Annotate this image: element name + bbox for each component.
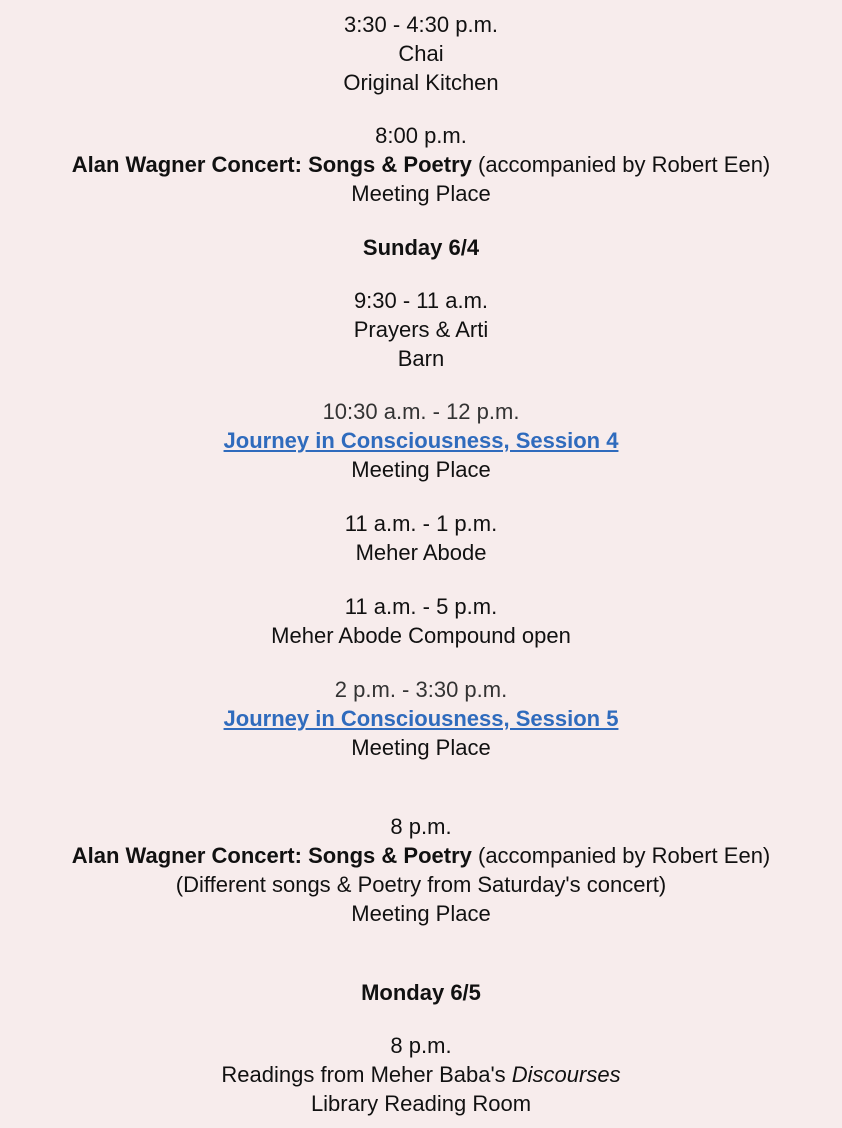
event-location: Barn: [397, 346, 445, 371]
event-session-4: [0, 397, 842, 484]
event-location: Meeting Place: [351, 735, 491, 760]
event-title: Meher Abode: [355, 540, 487, 565]
day-heading-monday: [0, 978, 842, 1007]
event-time: 10:30 a.m. - 12 p.m.: [322, 399, 520, 424]
event-title-line: [0, 150, 842, 179]
session-5-link[interactable]: Journey in Consciousness, Session 5: [223, 706, 619, 731]
event-location: Meeting Place: [351, 901, 491, 926]
day-heading: Monday 6/5: [361, 980, 481, 1005]
session-4-link[interactable]: Journey in Consciousness, Session 4: [223, 428, 619, 453]
event-location: Library Reading Room: [310, 1091, 532, 1116]
event-chai: [0, 10, 842, 97]
event-note: (accompanied by Robert Een): [471, 843, 771, 868]
event-note: (accompanied by Robert Een): [471, 152, 771, 177]
event-title: Alan Wagner Concert: Songs & Poetry: [71, 152, 472, 177]
event-title: Prayers & Arti: [353, 317, 489, 342]
event-time: 8 p.m.: [390, 1033, 452, 1058]
event-location: Original Kitchen: [343, 70, 499, 95]
event-time: 8 p.m.: [390, 814, 452, 839]
event-prayers: [0, 286, 842, 373]
event-time: 3:30 - 4:30 p.m.: [343, 12, 499, 37]
event-sunday-concert: [0, 812, 842, 928]
event-time: 2 p.m. - 3:30 p.m.: [334, 677, 508, 702]
event-saturday-concert: [0, 121, 842, 208]
event-time: 8:00 p.m.: [375, 123, 467, 148]
day-heading-sunday: [0, 233, 842, 262]
event-time: 11 a.m. - 1 p.m.: [344, 511, 498, 536]
day-heading: Sunday 6/4: [362, 235, 480, 260]
event-title-line: [0, 841, 842, 870]
event-title-line: [0, 1060, 842, 1089]
event-meher-abode: [0, 509, 842, 567]
event-title: Chai: [398, 41, 444, 66]
event-location: Meeting Place: [351, 181, 491, 206]
event-title: Readings from Meher Baba's: [221, 1062, 512, 1087]
event-compound-open: [0, 592, 842, 650]
event-location: Meeting Place: [351, 457, 491, 482]
event-title: Meher Abode Compound open: [271, 623, 571, 648]
event-time: 9:30 - 11 a.m.: [353, 288, 489, 313]
event-session-5: [0, 675, 842, 762]
event-title: Alan Wagner Concert: Songs & Poetry: [71, 843, 472, 868]
event-time: 11 a.m. - 5 p.m.: [344, 594, 498, 619]
event-note-secondary: (Different songs & Poetry from Saturday's concert): [175, 872, 667, 897]
event-readings: [0, 1031, 842, 1118]
event-title-italic: Discourses: [511, 1062, 621, 1087]
